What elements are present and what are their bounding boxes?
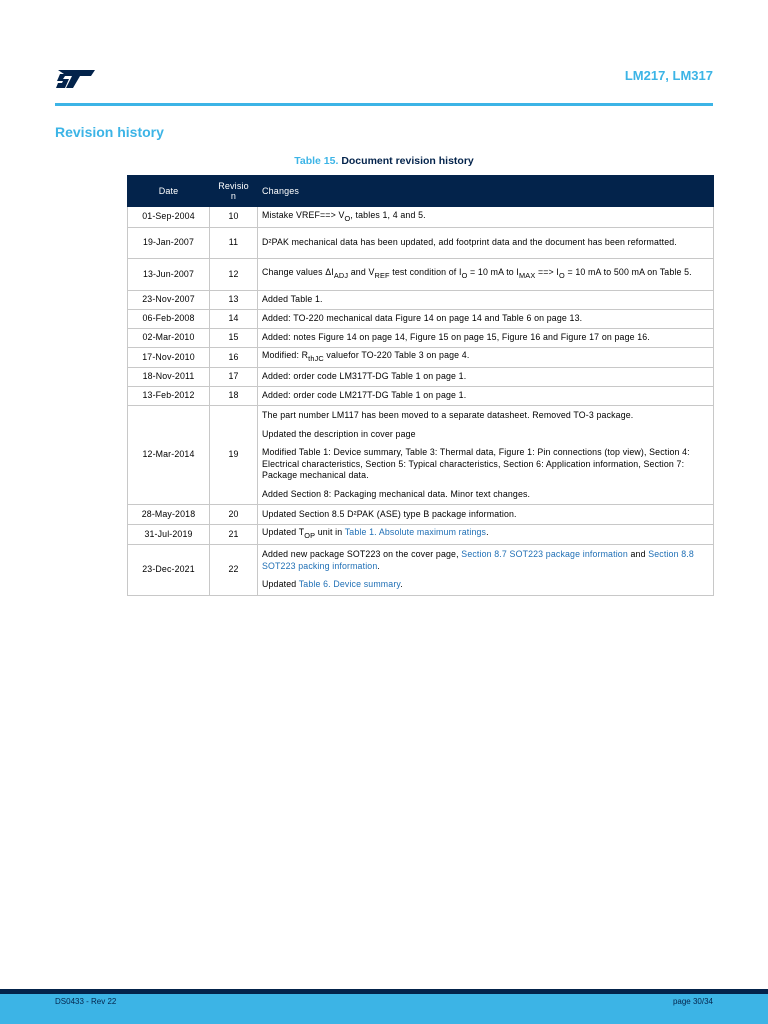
section-8-7-link[interactable]: Section 8.7 SOT223 package information: [461, 549, 628, 559]
table-row: [128, 310, 714, 329]
table-row: [128, 207, 714, 228]
header-date: Date: [128, 176, 210, 207]
table-row: [128, 348, 714, 368]
header-revision: Revisio n: [210, 176, 258, 207]
section-title: Revision history: [55, 124, 164, 140]
row-revision: 19: [210, 406, 258, 505]
table-row: [128, 505, 714, 525]
row-changes: Added: order code LM317T-DG Table 1 on page 1.: [258, 368, 714, 387]
header-changes: Changes: [258, 176, 714, 207]
row-changes: Updated Section 8.5 D²PAK (ASE) type B package information.: [258, 505, 714, 525]
row-date: 31-Jul-2019: [128, 525, 210, 545]
change-paragraph: The part number LM117 has been moved to a separate datasheet. Removed TO-3 package.: [262, 410, 634, 420]
change-paragraph: Modified Table 1: Device summary, Table 3: Thermal data, Figure 1: Pin connections (top view), Section 4: Electrical characteristics, Section 5: Typical characteristics, Section 6: Application information, Section 7: Package mechanical data.: [262, 447, 690, 480]
row-changes: Mistake VREF==> $V_O$, tables 1, 4 and 5.: [258, 207, 714, 228]
row-revision: 21: [210, 525, 258, 545]
footer-page-number: page 30/34: [672, 997, 713, 1006]
header-rule: [55, 103, 713, 106]
row-revision: 11: [210, 228, 258, 259]
row-revision: 18: [210, 387, 258, 406]
row-date: 19-Jan-2007: [128, 228, 210, 259]
table-row: [128, 525, 714, 545]
row-date: 28-May-2018: [128, 505, 210, 525]
row-revision: 22: [210, 545, 258, 596]
row-date: 23-Nov-2007: [128, 291, 210, 310]
row-revision: 15: [210, 329, 258, 348]
change-paragraph: Updated Table 6. Device summary.: [262, 579, 403, 589]
row-changes: Updated $T_{OP}$ unit in Table 1. Absolute maximum ratings.: [258, 525, 714, 545]
table-row: [128, 545, 714, 596]
row-changes: Modified: $R_{thJC}$ valuefor TO-220 Table 3 on page 4.: [258, 348, 714, 368]
table-caption: [0, 155, 768, 167]
change-paragraph: Added new package SOT223 on the cover page, Section 8.7 SOT223 package information and Section 8.8 SOT223 packing information.: [262, 549, 694, 571]
row-date: 12-Mar-2014: [128, 406, 210, 505]
row-changes: Added Table 1.: [258, 291, 714, 310]
table-caption-text: Document revision history: [341, 155, 474, 167]
row-revision: 17: [210, 368, 258, 387]
row-changes: Added: order code LM217T-DG Table 1 on page 1.: [258, 387, 714, 406]
row-date: 06-Feb-2008: [128, 310, 210, 329]
change-paragraph: Added Section 8: Packaging mechanical data. Minor text changes.: [262, 488, 531, 499]
row-date: 13-Jun-2007: [128, 259, 210, 291]
row-date: 13-Feb-2012: [128, 387, 210, 406]
document-title: LM217, LM317: [624, 68, 713, 83]
section-8-8-link[interactable]: Section 8.8 SOT223 packing information: [262, 549, 694, 571]
row-date: 02-Mar-2010: [128, 329, 210, 348]
footer-doc-id: DS0433 - Rev 22: [55, 997, 117, 1006]
row-revision: 14: [210, 310, 258, 329]
st-logo-icon: [55, 68, 97, 90]
row-revision: 16: [210, 348, 258, 368]
row-date: 17-Nov-2010: [128, 348, 210, 368]
table-1-link[interactable]: Table 1. Absolute maximum ratings: [344, 527, 487, 538]
row-changes: Added: notes Figure 14 on page 14, Figure 15 on page 15, Figure 16 and Figure 17 on page 16.: [258, 329, 714, 348]
row-changes: D²PAK mechanical data has been updated, add footprint data and the document has been reformatted.: [258, 228, 714, 259]
change-paragraph: Updated the description in cover page: [262, 428, 416, 439]
row-revision: 13: [210, 291, 258, 310]
table-row: [128, 259, 714, 291]
row-date: 23-Dec-2021: [128, 545, 210, 596]
row-date: 01-Sep-2004: [128, 207, 210, 228]
table-header-row: [128, 176, 714, 207]
row-revision: 10: [210, 207, 258, 228]
table-row: [128, 329, 714, 348]
table-row: [128, 406, 714, 505]
row-changes: Added: TO-220 mechanical data Figure 14 on page 14 and Table 6 on page 13.: [258, 310, 714, 329]
row-revision: 12: [210, 259, 258, 291]
table-row: [128, 368, 714, 387]
row-date: 18-Nov-2011: [128, 368, 210, 387]
row-changes: Change values $\Delta I_{ADJ}$ and $V_{REF}$ test condition of $I_O = 10$ mA to $I_{MAX}$ ==> $I_O = 10$ mA to 500 mA on Table 5.: [258, 259, 714, 291]
row-changes: [258, 406, 714, 505]
revision-history-table: [127, 175, 714, 596]
row-revision: 20: [210, 505, 258, 525]
table-6-link[interactable]: Table 6. Device summary: [298, 579, 401, 589]
table-row: [128, 228, 714, 259]
row-changes: [258, 545, 714, 596]
table-caption-number: Table 15.: [294, 155, 339, 167]
table-row: [128, 387, 714, 406]
table-row: [128, 291, 714, 310]
